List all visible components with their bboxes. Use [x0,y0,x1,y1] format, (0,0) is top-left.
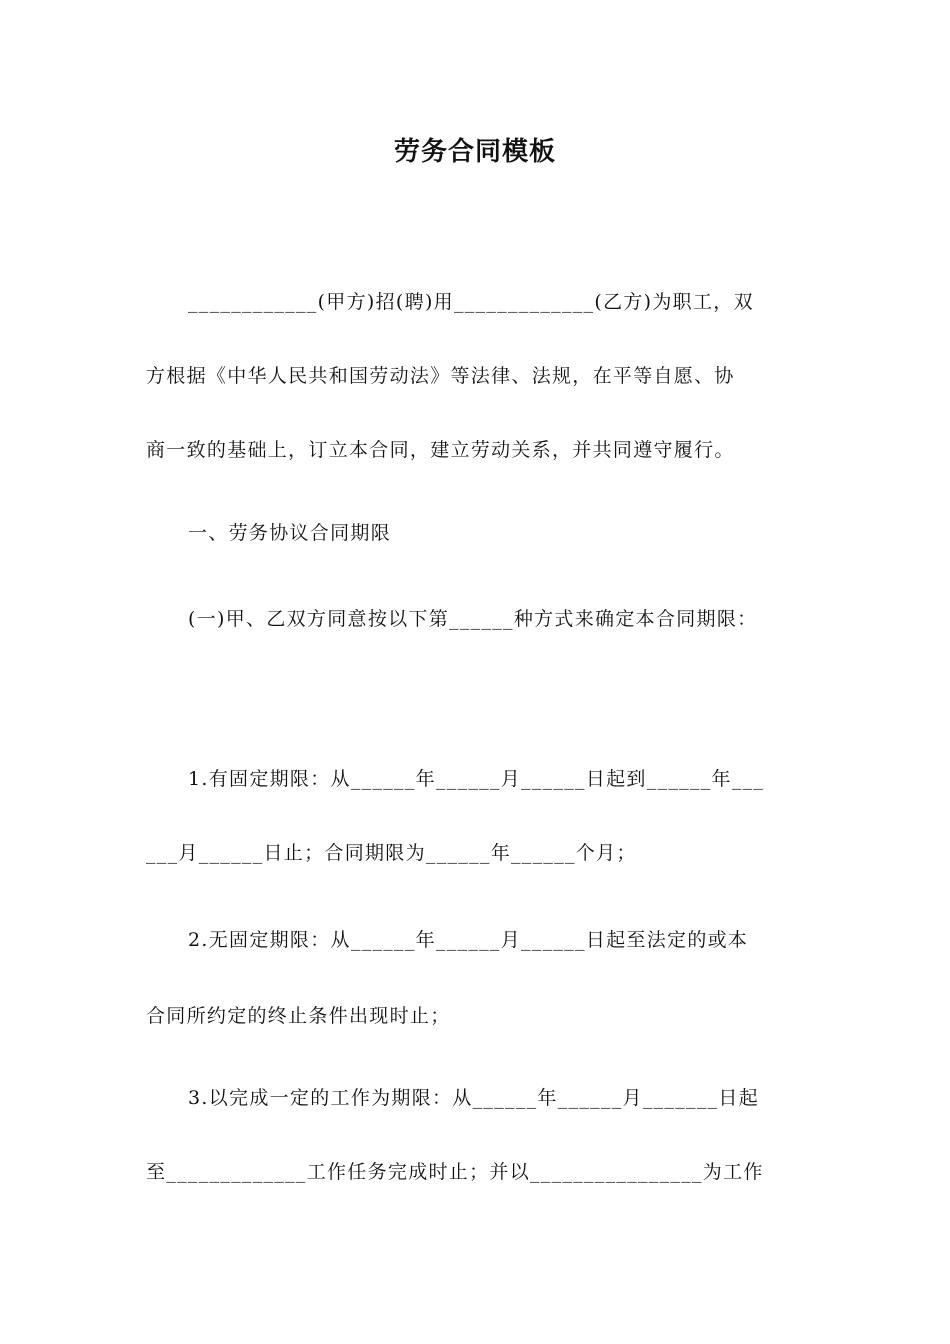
paragraph-line: ____________(甲方)招(聘)用_____________(乙方)为职工，双 [188,291,754,313]
list-item-line: 2.无固定期限：从______年______月______日起至法定的或本 [188,929,749,951]
paragraph-line: (一)甲、乙双方同意按以下第______种方式来确定本合同期限： [188,608,758,630]
section-heading: 一、劳务协议合同期限 [188,522,392,544]
list-item-line: ___月______日止；合同期限为______年______个月； [146,842,637,864]
paragraph-line: 商一致的基础上，订立本合同，建立劳动关系，并共同遵守履行。 [146,439,735,461]
list-item-line: 合同所约定的终止条件出现时止； [146,1005,451,1027]
paragraph-line: 方根据《中华人民共和国劳动法》等法律、法规，在平等自愿、协 [146,365,735,387]
page-title: 劳务合同模板 [393,137,556,167]
list-item-line: 3.以完成一定的工作为期限：从______年______月_______日起 [188,1087,760,1109]
list-item-line: 至_____________工作任务完成时止；并以________________为工作 [146,1161,764,1183]
list-item-line: 1.有固定期限：从______年______月______日起到______年___ [188,768,765,790]
